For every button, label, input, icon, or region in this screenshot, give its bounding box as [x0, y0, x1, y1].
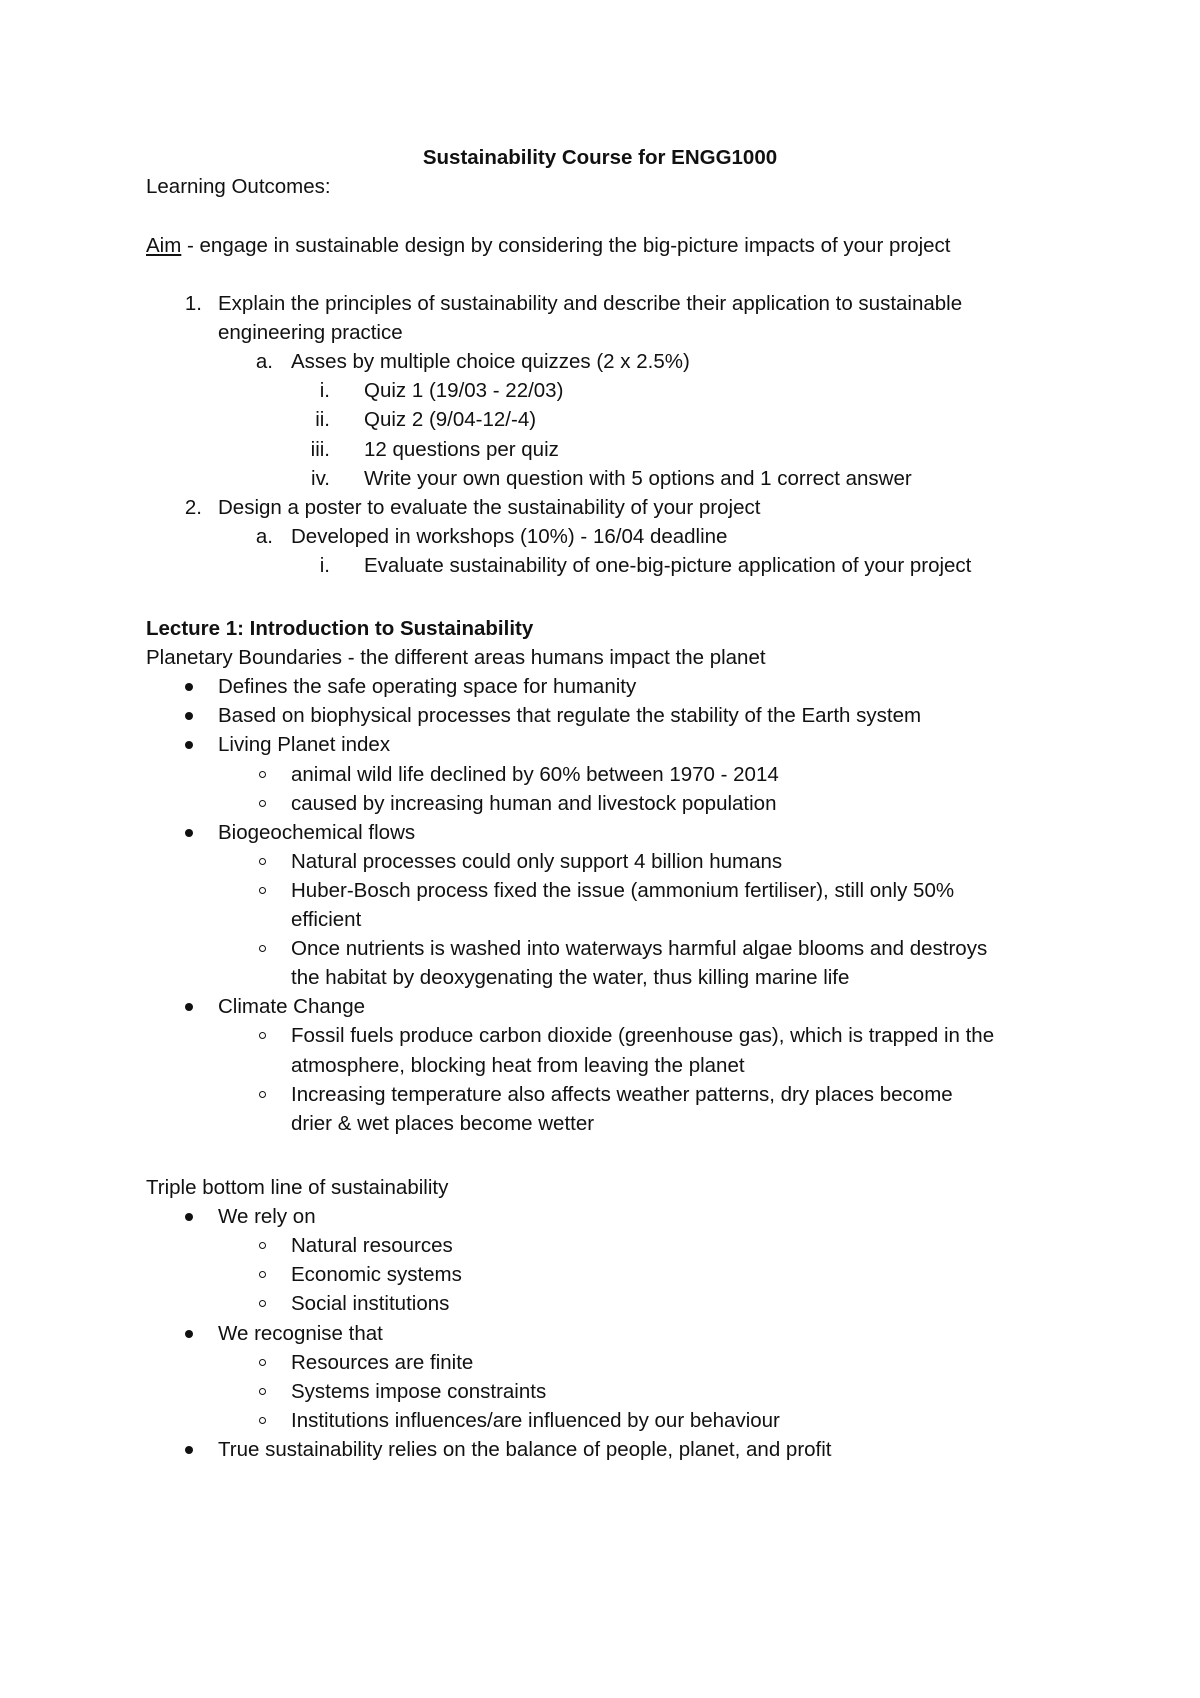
bullet-circle-icon — [259, 945, 266, 952]
outcome-roman-numeral: ii. — [315, 408, 330, 432]
bullet-circle-icon — [259, 1359, 266, 1366]
bullet-text: Based on biophysical processes that regulate the stability of the Earth system — [218, 704, 922, 728]
bullet-circle-icon — [259, 1300, 266, 1307]
sub-bullet-text: Huber-Bosch process fixed the issue (ammonium fertiliser), still only 50% — [291, 878, 955, 902]
section-intro: Planetary Boundaries - the different areas humans impact the planet — [146, 646, 766, 670]
bullet-dot-icon — [185, 712, 193, 720]
sub-bullet-text: Economic systems — [291, 1263, 462, 1287]
outcome-roman-numeral: iii. — [310, 437, 330, 461]
outcome-item-text: 12 questions per quiz — [364, 437, 559, 461]
outcome-item-text: Write your own question with 5 options and 1 correct answer — [364, 466, 912, 490]
outcome-number: 2. — [184, 495, 202, 519]
outcome-text: Design a poster to evaluate the sustainability of your project — [218, 495, 761, 519]
bullet-circle-icon — [259, 858, 266, 865]
sub-bullet-text: Resources are finite — [291, 1350, 474, 1374]
outcome-text: Explain the principles of sustainability and describe their application to sustainable — [218, 292, 963, 315]
aim-line — [146, 231, 951, 260]
outcome-sub-letter: a. — [255, 350, 273, 374]
bullet-dot-icon — [185, 741, 193, 749]
bullet-text: True sustainability relies on the balance of people, planet, and profit — [218, 1437, 832, 1461]
bullet-text: Biogeochemical flows — [218, 820, 416, 844]
sub-bullet-text: Natural resources — [291, 1234, 453, 1258]
bullet-dot-icon — [185, 829, 193, 837]
outcome-item-text: Quiz 1 (19/03 - 22/03) — [364, 379, 564, 403]
sub-bullet-text: Natural processes could only support 4 billion humans — [291, 849, 783, 873]
bullet-circle-icon — [259, 1032, 266, 1039]
sub-bullet-text: Once nutrients is washed into waterways harmful algae blooms and destroys — [291, 937, 988, 961]
sub-bullet-text: Social institutions — [291, 1292, 450, 1316]
bullet-text: Climate Change — [218, 995, 365, 1019]
bullet-circle-icon — [259, 1271, 266, 1278]
outcome-roman-numeral: iv. — [311, 466, 330, 490]
bullet-text: Defines the safe operating space for humanity — [218, 675, 637, 699]
outcome-item-text: Quiz 2 (9/04-12/-4) — [364, 408, 537, 432]
bullet-dot-icon — [185, 1003, 193, 1011]
sub-bullet-text: Increasing temperature also affects weather patterns, dry places become — [291, 1082, 953, 1106]
aim-label: Aim — [146, 234, 182, 257]
bullet-circle-icon — [259, 1242, 266, 1249]
sub-bullet-text: animal wild life declined by 60% between 1970 - 2014 — [291, 762, 779, 786]
outcome-item-text: Evaluate sustainability of one-big-picture application of your project — [364, 553, 972, 577]
page-title: Sustainability Course for ENGG1000 — [422, 146, 778, 169]
section-heading: Triple bottom line of sustainability — [146, 1176, 449, 1199]
sub-bullet-text: the habitat by deoxygenating the water, thus killing marine life — [291, 966, 850, 990]
sub-bullet-text: efficient — [291, 908, 362, 931]
bullet-circle-icon — [259, 887, 266, 894]
bullet-circle-icon — [259, 1091, 266, 1098]
bullet-circle-icon — [259, 800, 266, 807]
bullet-dot-icon — [185, 1446, 193, 1454]
outcome-roman-numeral: i. — [319, 379, 330, 403]
sub-bullet-text: drier & wet places become wetter — [291, 1111, 595, 1135]
bullet-dot-icon — [185, 1330, 193, 1338]
bullet-text: Living Planet index — [218, 733, 391, 757]
sub-bullet-text: atmosphere, blocking heat from leaving the planet — [291, 1053, 745, 1077]
bullet-dot-icon — [185, 683, 193, 691]
outcome-sub-text: Asses by multiple choice quizzes (2 x 2.5%) — [291, 350, 690, 374]
sub-bullet-text: Institutions influences/are influenced by our behaviour — [291, 1408, 780, 1432]
outcome-text: engineering practice — [218, 321, 403, 345]
bullet-circle-icon — [259, 1417, 266, 1424]
aim-text: - engage in sustainable design by considering the big-picture impacts of your project — [181, 234, 951, 257]
outcome-number: 1. — [184, 292, 202, 315]
sub-bullet-text: Systems impose constraints — [291, 1379, 547, 1403]
outcome-sub-text: Developed in workshops (10%) - 16/04 deadline — [291, 524, 728, 548]
bullet-circle-icon — [259, 1388, 266, 1395]
sub-bullet-text: caused by increasing human and livestock population — [291, 791, 777, 815]
bullet-dot-icon — [185, 1213, 193, 1221]
bullet-text: We recognise that — [218, 1321, 383, 1345]
bullet-circle-icon — [259, 771, 266, 778]
section-heading: Lecture 1: Introduction to Sustainability — [146, 617, 534, 640]
outcome-sub-letter: a. — [255, 524, 273, 548]
outcome-roman-numeral: i. — [319, 553, 330, 577]
learning-outcomes-label: Learning Outcomes: — [146, 175, 331, 198]
sub-bullet-text: Fossil fuels produce carbon dioxide (greenhouse gas), which is trapped in the — [291, 1024, 995, 1048]
bullet-text: We rely on — [218, 1205, 316, 1229]
